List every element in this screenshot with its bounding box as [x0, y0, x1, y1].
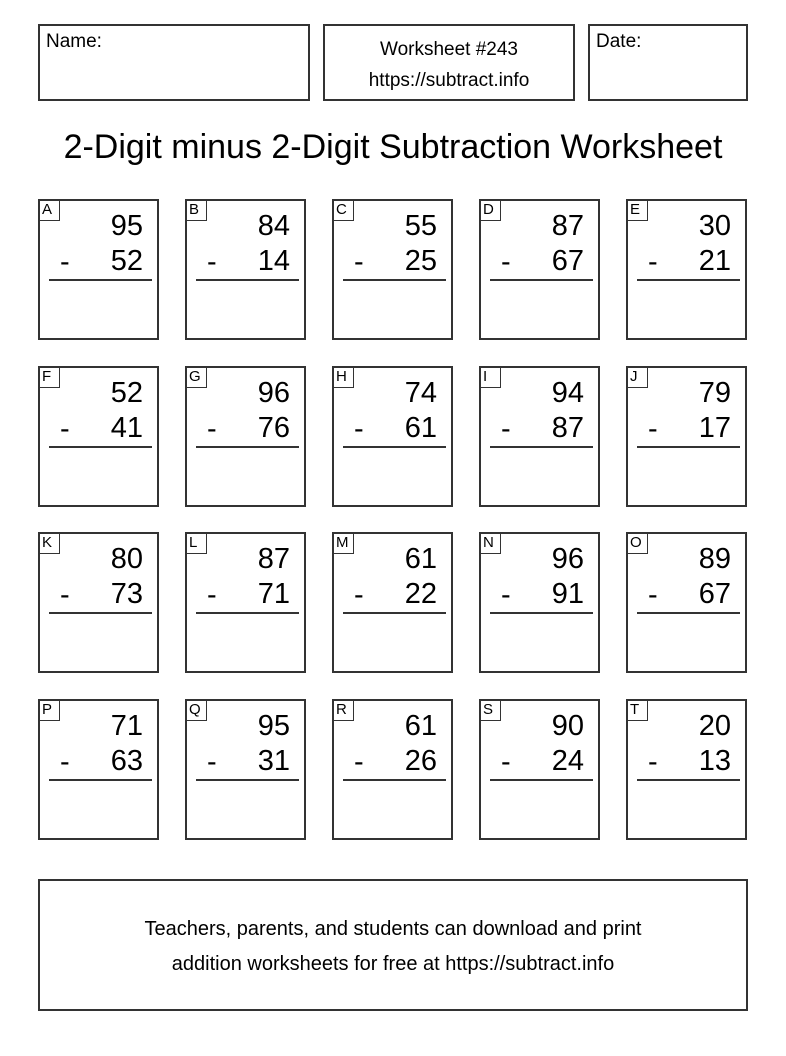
- minus-sign: -: [354, 579, 364, 611]
- problem-letter: R: [334, 701, 354, 721]
- answer-line: [637, 612, 740, 614]
- problem-card[interactable]: [626, 699, 747, 840]
- answer-line: [343, 279, 446, 281]
- subtrahend: 31: [257, 745, 290, 777]
- problem-letter: I: [481, 368, 501, 388]
- minus-sign: -: [648, 246, 658, 278]
- name-field-box[interactable]: [38, 24, 310, 101]
- minus-sign: -: [648, 746, 658, 778]
- date-label: Date:: [596, 31, 642, 52]
- answer-line: [196, 279, 299, 281]
- minuend: 94: [551, 377, 584, 409]
- minuend: 61: [404, 543, 437, 575]
- problem-letter: G: [187, 368, 207, 388]
- subtrahend: 14: [257, 245, 290, 277]
- answer-line: [637, 446, 740, 448]
- minuend: 52: [110, 377, 143, 409]
- subtrahend: 52: [110, 245, 143, 277]
- problem-card[interactable]: [332, 699, 453, 840]
- minuend: 87: [257, 543, 290, 575]
- minuend: 61: [404, 710, 437, 742]
- subtrahend: 22: [404, 578, 437, 610]
- subtrahend: 24: [551, 745, 584, 777]
- answer-line: [343, 612, 446, 614]
- minus-sign: -: [354, 746, 364, 778]
- minus-sign: -: [501, 413, 511, 445]
- minuend: 95: [110, 210, 143, 242]
- minuend: 30: [698, 210, 731, 242]
- problem-card[interactable]: [479, 199, 600, 340]
- answer-line: [343, 446, 446, 448]
- minus-sign: -: [207, 746, 217, 778]
- problem-card[interactable]: [479, 532, 600, 673]
- problem-letter: Q: [187, 701, 207, 721]
- answer-line: [490, 612, 593, 614]
- problem-letter: F: [40, 368, 60, 388]
- answer-line: [490, 279, 593, 281]
- minus-sign: -: [501, 746, 511, 778]
- minuend: 55: [404, 210, 437, 242]
- subtrahend: 41: [110, 412, 143, 444]
- answer-line: [637, 279, 740, 281]
- subtrahend: 76: [257, 412, 290, 444]
- problem-letter: C: [334, 201, 354, 221]
- problem-card[interactable]: [185, 366, 306, 507]
- problem-letter: N: [481, 534, 501, 554]
- answer-line: [490, 446, 593, 448]
- problem-card[interactable]: [479, 366, 600, 507]
- subtrahend: 71: [257, 578, 290, 610]
- minus-sign: -: [60, 579, 70, 611]
- minuend: 80: [110, 543, 143, 575]
- problem-card[interactable]: [185, 532, 306, 673]
- problem-letter: K: [40, 534, 60, 554]
- minuend: 20: [698, 710, 731, 742]
- subtrahend: 61: [404, 412, 437, 444]
- problem-card[interactable]: [38, 199, 159, 340]
- problem-card[interactable]: [38, 366, 159, 507]
- answer-line: [196, 779, 299, 781]
- problem-letter: E: [628, 201, 648, 221]
- subtrahend: 13: [698, 745, 731, 777]
- problem-card[interactable]: [332, 532, 453, 673]
- answer-line: [49, 446, 152, 448]
- footer-line-2: addition worksheets for free at https://subtract.info: [171, 953, 615, 975]
- subtrahend: 67: [551, 245, 584, 277]
- minuend: 89: [698, 543, 731, 575]
- problem-card[interactable]: [626, 532, 747, 673]
- minuend: 87: [551, 210, 584, 242]
- subtrahend: 73: [110, 578, 143, 610]
- subtrahend: 91: [551, 578, 584, 610]
- problem-card[interactable]: [332, 199, 453, 340]
- answer-line: [343, 779, 446, 781]
- problem-letter: L: [187, 534, 207, 554]
- name-label: Name:: [46, 31, 102, 52]
- answer-line: [49, 779, 152, 781]
- page-title: 2-Digit minus 2-Digit Subtraction Worksheet: [63, 128, 723, 166]
- worksheet-number: Worksheet #243: [379, 39, 518, 60]
- problem-letter: J: [628, 368, 648, 388]
- minus-sign: -: [60, 746, 70, 778]
- minus-sign: -: [648, 413, 658, 445]
- minus-sign: -: [354, 413, 364, 445]
- subtrahend: 63: [110, 745, 143, 777]
- problem-letter: O: [628, 534, 648, 554]
- problem-letter: D: [481, 201, 501, 221]
- minuend: 95: [257, 710, 290, 742]
- minus-sign: -: [60, 413, 70, 445]
- problem-letter: S: [481, 701, 501, 721]
- answer-line: [490, 779, 593, 781]
- answer-line: [196, 612, 299, 614]
- answer-line: [196, 446, 299, 448]
- subtrahend: 67: [698, 578, 731, 610]
- problem-card[interactable]: [332, 366, 453, 507]
- minus-sign: -: [501, 579, 511, 611]
- subtrahend: 17: [698, 412, 731, 444]
- problem-letter: T: [628, 701, 648, 721]
- subtrahend: 21: [698, 245, 731, 277]
- problem-card[interactable]: [626, 199, 747, 340]
- problem-card[interactable]: [38, 699, 159, 840]
- minus-sign: -: [207, 579, 217, 611]
- answer-line: [49, 279, 152, 281]
- problem-letter: H: [334, 368, 354, 388]
- problem-letter: M: [334, 534, 354, 554]
- minus-sign: -: [207, 246, 217, 278]
- footer-box: [38, 879, 748, 1011]
- footer-line-1: Teachers, parents, and students can download and print: [144, 918, 642, 940]
- minus-sign: -: [354, 246, 364, 278]
- subtrahend: 25: [404, 245, 437, 277]
- minuend: 84: [257, 210, 290, 242]
- date-field-box[interactable]: [588, 24, 748, 101]
- minus-sign: -: [648, 579, 658, 611]
- minuend: 79: [698, 377, 731, 409]
- minuend: 96: [257, 377, 290, 409]
- problem-card[interactable]: [479, 699, 600, 840]
- minus-sign: -: [60, 246, 70, 278]
- minuend: 96: [551, 543, 584, 575]
- minuend: 74: [404, 377, 437, 409]
- minuend: 90: [551, 710, 584, 742]
- subtrahend: 87: [551, 412, 584, 444]
- worksheet-info-box: [323, 24, 575, 101]
- problem-card[interactable]: [626, 366, 747, 507]
- problem-card[interactable]: [38, 532, 159, 673]
- problem-card[interactable]: [185, 199, 306, 340]
- problem-letter: P: [40, 701, 60, 721]
- worksheet-url: https://subtract.info: [368, 70, 530, 91]
- minus-sign: -: [501, 246, 511, 278]
- minus-sign: -: [207, 413, 217, 445]
- problem-card[interactable]: [185, 699, 306, 840]
- problem-letter: A: [40, 201, 60, 221]
- answer-line: [637, 779, 740, 781]
- problem-letter: B: [187, 201, 207, 221]
- answer-line: [49, 612, 152, 614]
- minuend: 71: [110, 710, 143, 742]
- subtrahend: 26: [404, 745, 437, 777]
